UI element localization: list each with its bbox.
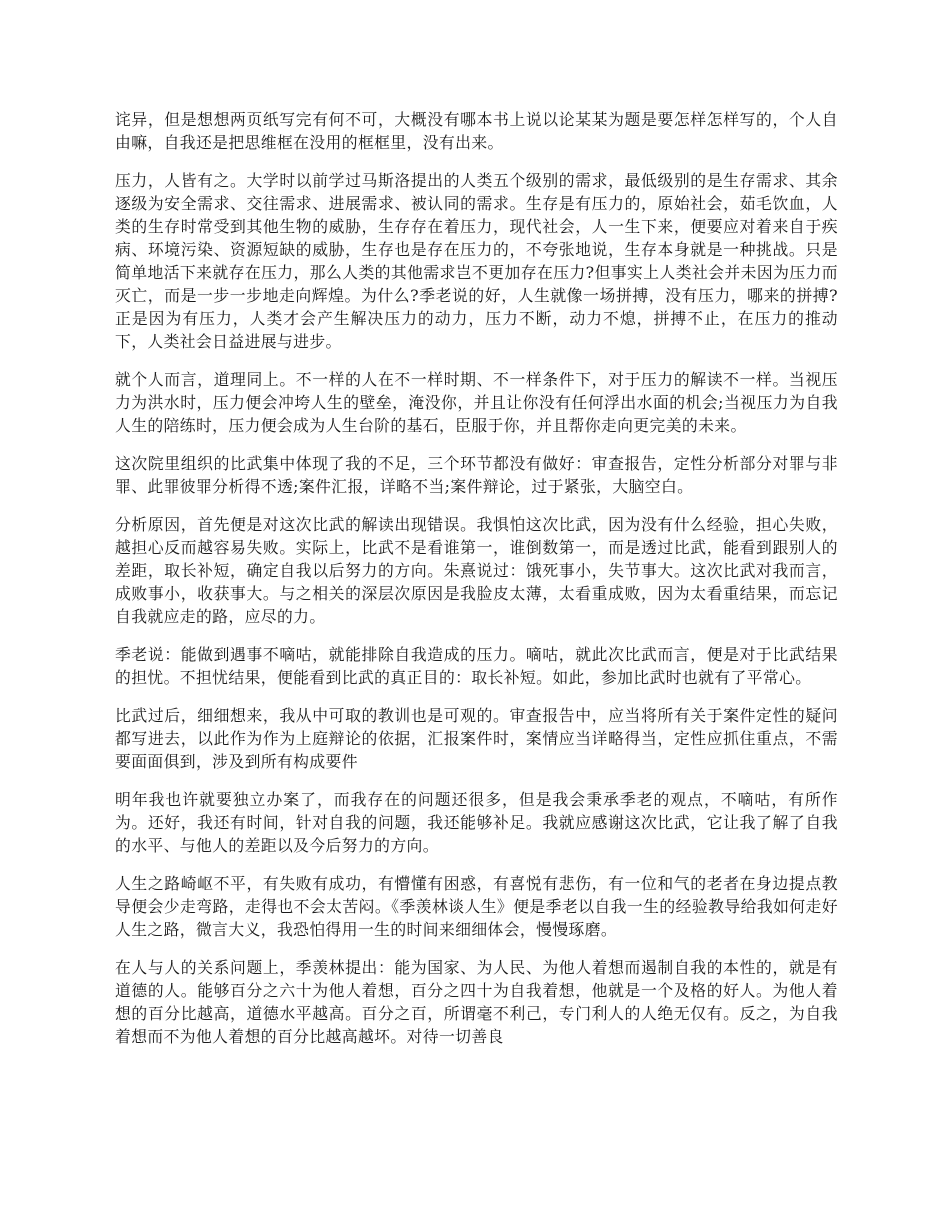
paragraph: 诧异，但是想想两页纸写完有何不可，大概没有哪本书上说以论某某为题是要怎样怎样写的，个人自由嘛，自我还是把思维框在没用的框框里，没有出来。: [115, 110, 838, 152]
paragraph: 比武过后，细细想来，我从中可取的教训也是可观的。审查报告中，应当将所有关于案件定性的疑问都写进去，以此作为作为上庭辩论的依据，汇报案件时，案情应当详略得当，定性应抓住重点，不需要面面俱到，涉及到所有构成要件: [115, 706, 838, 771]
paragraph: 在人与人的关系问题上，季羡林提出：能为国家、为人民、为他人着想而遏制自我的本性的，就是有道德的人。能够百分之六十为他人着想，百分之四十为自我着想，他就是一个及格的好人。为他人着想的百分比越高，道德水平越高。百分之百，所谓毫不利己，专门利人的人绝无仅有。反之，为自我着想而不为他人着想的百分比越高越坏。对待一切善良: [115, 958, 838, 1046]
paragraph: 季老说：能做到遇事不嘀咕，就能排除自我造成的压力。嘀咕，就此次比武而言，便是对于比武结果的担忧。不担忧结果，便能看到比武的真正目的：取长补短。如此，参加比武时也就有了平常心。: [115, 645, 838, 687]
paragraph: 明年我也许就要独立办案了，而我存在的问题还很多，但是我会秉承季老的观点，不嘀咕，有所作为。还好，我还有时间，针对自我的问题，我还能够补足。我就应感谢这次比武，它让我了解了自我的水平、与他人的差距以及今后努力的方向。: [115, 790, 838, 855]
paragraph: 这次院里组织的比武集中体现了我的不足，三个环节都没有做好：审查报告，定性分析部分对罪与非罪、此罪彼罪分析得不透;案件汇报，详略不当;案件辩论，过于紧张，大脑空白。: [115, 454, 838, 496]
document-body: [115, 108, 838, 1063]
paragraph: 人生之路崎岖不平，有失败有成功，有懵懂有困惑，有喜悦有悲伤，有一位和气的老者在身边提点教导便会少走弯路，走得也不会太苦闷。《季羡林谈人生》便是季老以自我一生的经验教导给我如何走好人生之路，微言大义，我恐怕得用一生的时间来细细体会，慢慢琢磨。: [115, 874, 838, 939]
paragraph: 就个人而言，道理同上。不一样的人在不一样时期、不一样条件下，对于压力的解读不一样。当视压力为洪水时，压力便会冲垮人生的壁垒，淹没你，并且让你没有任何浮出水面的机会;当视压力为自我人生的陪练时，压力便会成为人生台阶的基石，臣服于你，并且帮你走向更完美的未来。: [115, 370, 838, 435]
paragraph: 分析原因，首先便是对这次比武的解读出现错误。我惧怕这次比武，因为没有什么经验，担心失败，越担心反而越容易失败。实际上，比武不是看谁第一，谁倒数第一，而是透过比武，能看到跟别人的差距，取长补短，确定自我以后努力的方向。朱熹说过：饿死事小，失节事大。这次比武对我而言，成败事小，收获事大。与之相关的深层次原因是我脸皮太薄，太看重成败，因为太看重结果，而忘记自我就应走的路，应尽的力。: [115, 515, 838, 626]
paragraph: 压力，人皆有之。大学时以前学过马斯洛提出的人类五个级别的需求，最低级别的是生存需求、其余逐级为安全需求、交往需求、进展需求、被认同的需求。生存是有压力的，原始社会，茹毛饮血，人类的生存时常受到其他生物的威胁，生存存在着压力，现代社会，人一生下来，便要应对着来自于疾病、环境污染、资源短缺的威胁，生存也是存在压力的，不夸张地说，生存本身就是一种挑战。只是简单地活下来就存在压力，那么人类的其他需求岂不更加存在压力?但事实上人类社会并未因为压力而灭亡，而是一步一步地走向辉煌。为什么?季老说的好，人生就像一场拼搏，没有压力，哪来的拼搏?正是因为有压力，人类才会产生解决压力的动力，压力不断，动力不熄，拼搏不止，在压力的推动下，人类社会日益进展与进步。: [115, 171, 838, 351]
